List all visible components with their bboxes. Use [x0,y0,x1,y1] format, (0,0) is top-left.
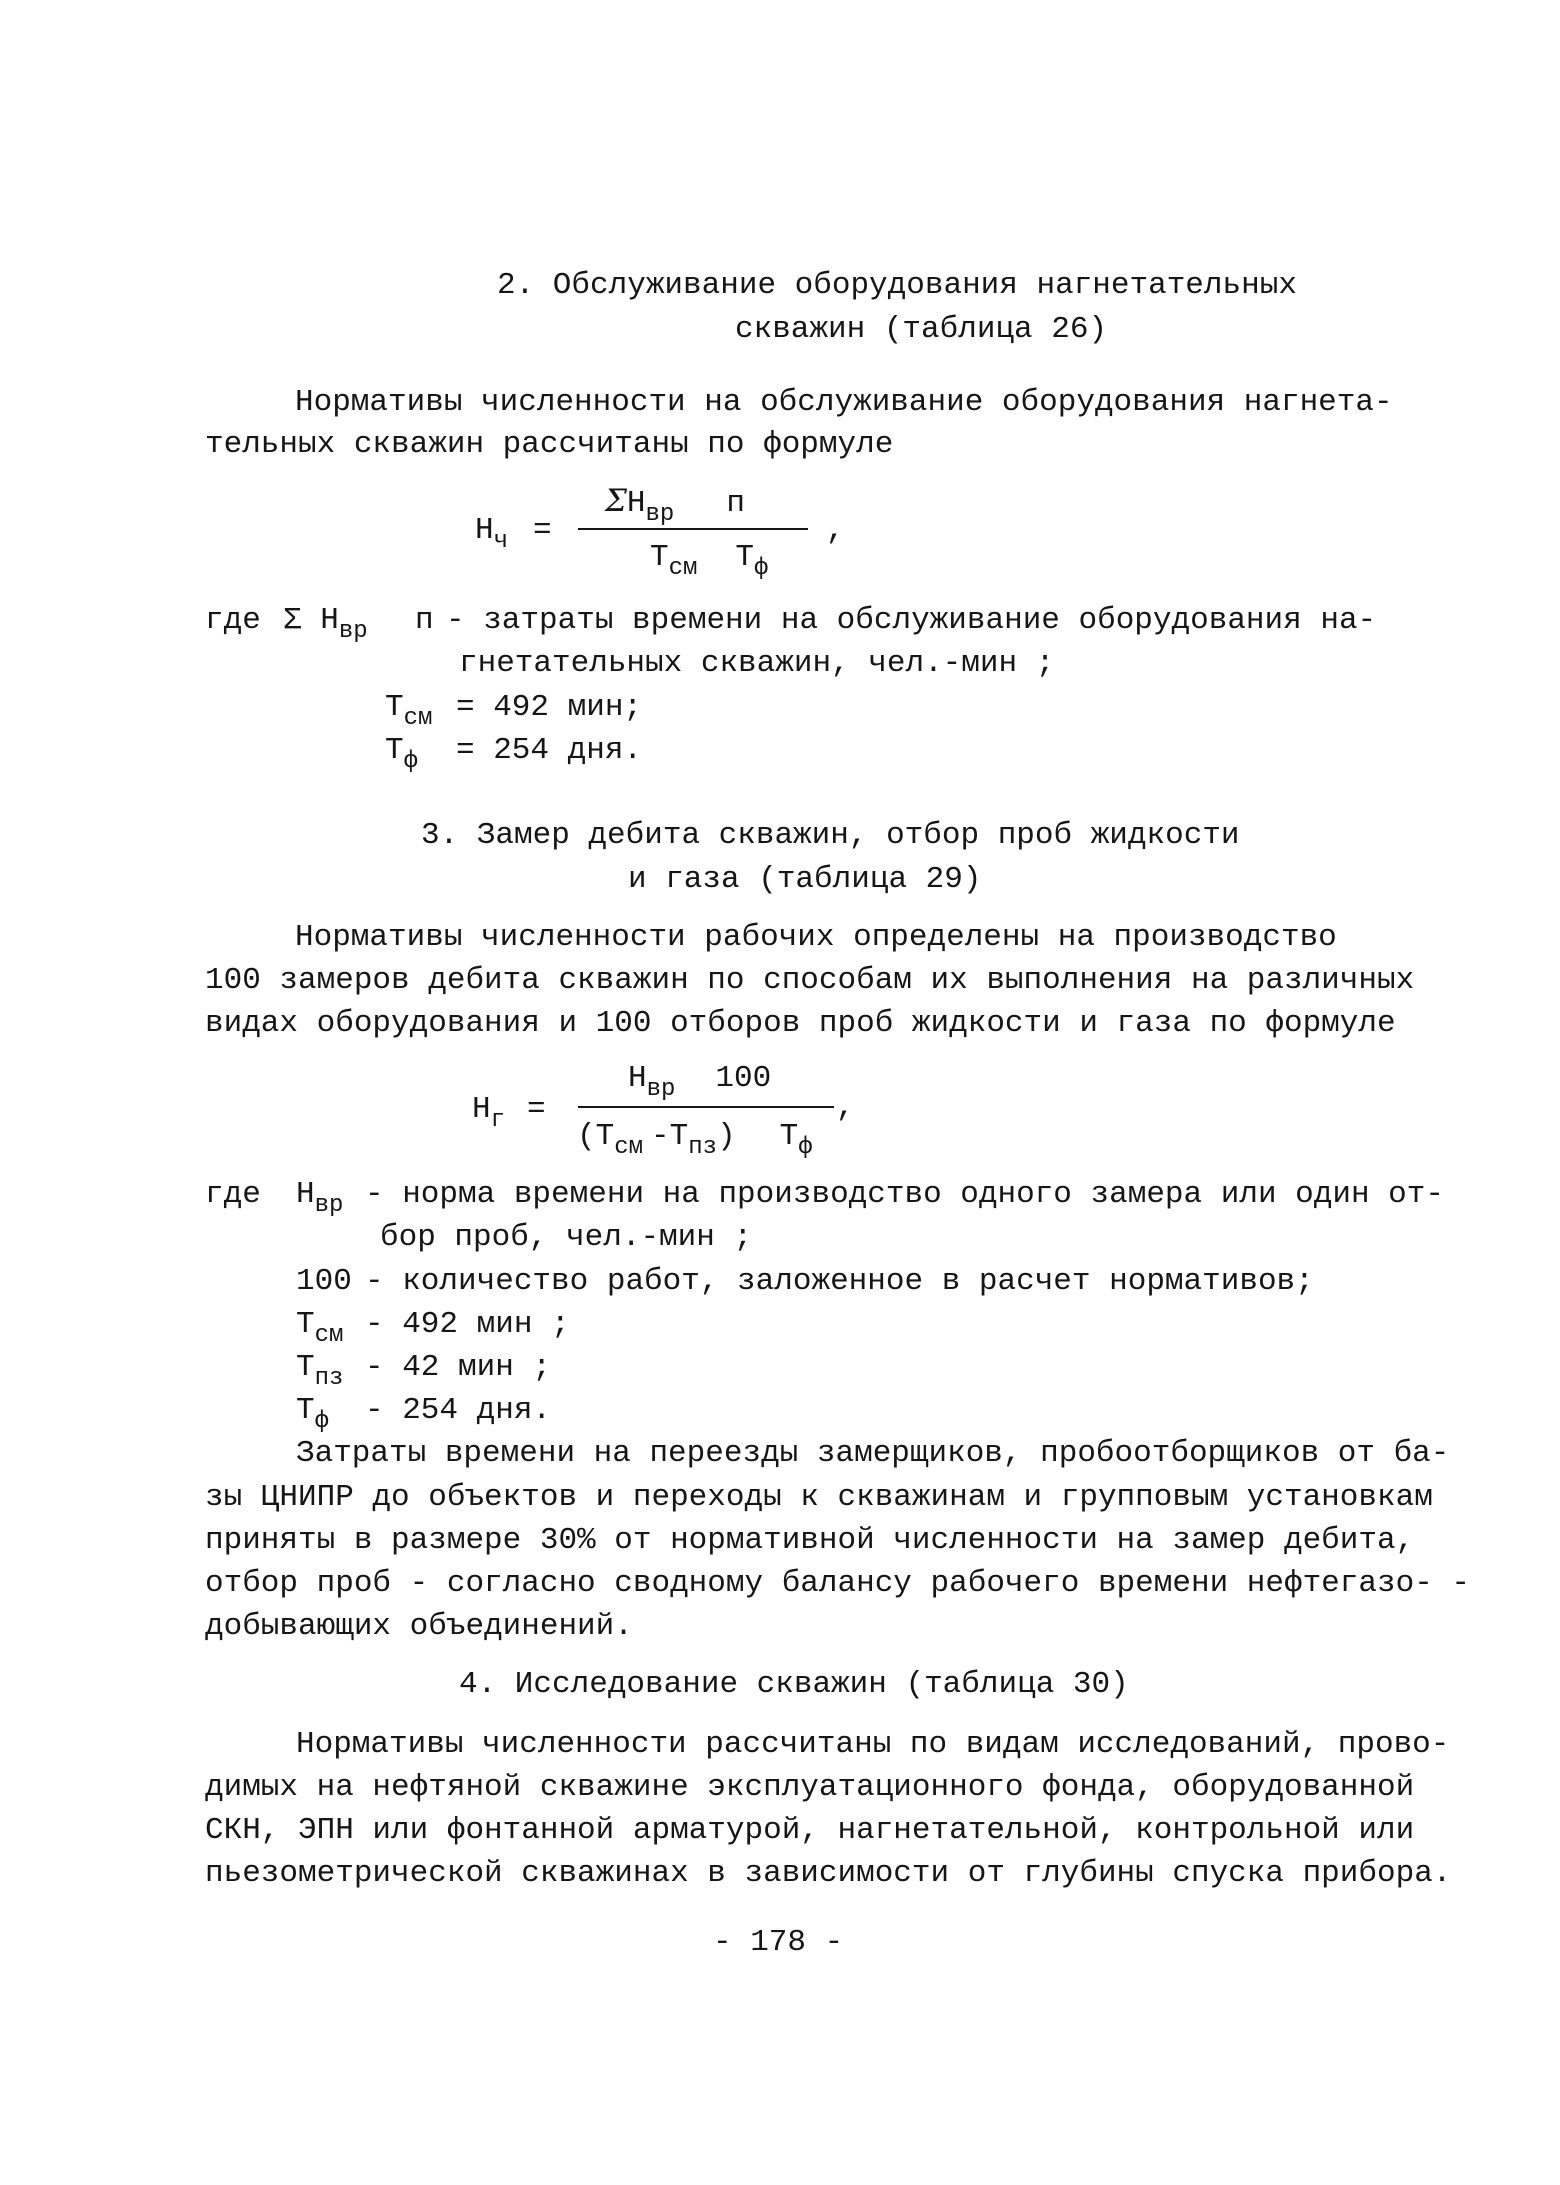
section3-heading-line1: 3. Замер дебита скважин, отбор проб жидкости [421,818,1240,853]
section2-where-label: где [205,603,261,638]
section3-para-line3: видах оборудования и 100 отборов проб жидкости и газа по формуле [205,1006,1396,1041]
section2-where-symbol: Σ $Н_{вр}$ [283,603,368,645]
section4-para-line1: Нормативы численности рассчитаны по видам исследований, прово- [296,1727,1450,1762]
section3-n100-def: - количество работ, заложенное в расчет нормативов; [365,1264,1314,1299]
formula-hg-fraction-bar [578,1106,834,1108]
section4-para-line3: СКН, ЭПН или фонтанной арматурой, нагнетательной, контрольной или [205,1813,1415,1848]
section3-note-line2: зы ЦНИПР до объектов и переходы к скважинам и групповым установкам [205,1480,1433,1515]
formula-hch-equals: = [533,513,552,548]
section3-tpz-value: - 42 мин ; [365,1350,552,1385]
section3-hvr-def-line1: - норма времени на производство одного замера или один от- [365,1177,1444,1212]
section2-where-def1-line1: - затраты времени на обслуживание оборудования на- [446,603,1377,638]
section3-tsm-symbol: $Т_{см}$ [296,1307,344,1349]
section3-note-line1: Затраты времени на переезды замерщиков, пробоотборщиков от ба- [296,1436,1450,1471]
section2-para-line1: Нормативы численности на обслуживание оборудования нагнета- [295,385,1393,420]
section2-where-n: п [415,603,434,638]
section3-para-line2: 100 замеров дебита скважин по способам их выполнения на различных [205,963,1415,998]
section2-tf-symbol: $Т_ф$ [385,733,419,775]
section3-hvr-def-line2: бор проб, чел.-мин ; [380,1220,753,1255]
section4-heading: 4. Исследование скважин (таблица 30) [459,1667,1129,1702]
section2-para-line2: тельных скважин рассчитаны по формуле [205,427,894,462]
section2-where-def1-line2: гнетательных скважин, чел.-мин ; [459,646,1055,681]
formula-hg-equals: = [527,1092,546,1127]
section3-note-line5: добывающих объединений. [205,1609,633,1644]
section4-para-line4: пьезометрической скважинах в зависимости от глубины спуска прибора. [205,1856,1452,1891]
formula-hg-comma: , [836,1090,855,1125]
section3-note-line4: отбор проб - согласно сводному балансу рабочего времени нефтегазо- - [205,1566,1471,1601]
section3-note-line3: приняты в размере 30% от нормативной численности на замер дебита, [205,1523,1415,1558]
section2-tsm-value: = 492 мин; [456,690,643,725]
formula-hg-denominator: ($Т_{см}$ $-Т_{пз}$) $Т_ф$ [577,1119,813,1161]
formula-hg-lhs: $Н_г$ [472,1092,506,1134]
section3-tsm-value: - 492 мин ; [365,1307,570,1342]
section3-hvr-symbol: $Н_{вр}$ [296,1177,344,1219]
formula-hch-denominator: $Т_{см}$ $Т_ф$ [650,540,769,582]
formula-hg-numerator: $Н_{вр}$ 100 [628,1061,772,1103]
section2-heading-line1: 2. Обслуживание оборудования нагнетательных [497,268,1297,303]
section3-tf-symbol: $Т_ф$ [296,1393,330,1435]
section4-para-line2: димых на нефтяной скважине эксплуатационного фонда, оборудованной [205,1770,1415,1805]
formula-hch-lhs: $Н_ч$ [475,513,509,555]
section3-para-line1: Нормативы численности рабочих определены на производство [295,920,1337,955]
formula-hch-numerator: $\Sigma Н_{вр}$ п [605,483,745,528]
section2-tf-value: = 254 дня. [456,733,643,768]
section2-tsm-symbol: $Т_{см}$ [385,690,433,732]
formula-hch-comma: , [826,513,845,548]
section3-tpz-symbol: $Т_{пз}$ [296,1350,344,1392]
section2-heading-line2: скважин (таблица 26) [735,312,1108,347]
section3-tf-value: - 254 дня. [365,1393,552,1428]
section3-where-label: где [205,1177,261,1212]
section3-heading-line2: и газа (таблица 29) [628,862,982,897]
formula-hch-fraction-bar [578,528,808,530]
section3-n100-symbol: 100 [296,1264,352,1299]
page-number: - 178 - [713,1925,844,1960]
